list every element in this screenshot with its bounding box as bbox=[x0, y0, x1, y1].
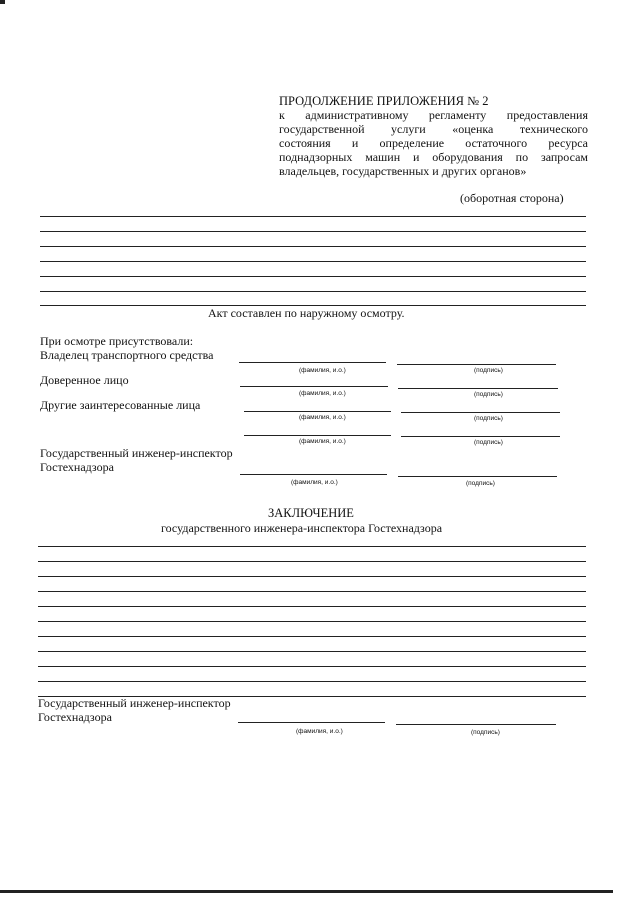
others-name-field bbox=[244, 411, 391, 412]
inspector-name-field bbox=[240, 474, 387, 475]
proxy-label: Доверенное лицо bbox=[40, 373, 129, 387]
ruled-line bbox=[38, 546, 586, 547]
ruled-line bbox=[40, 216, 586, 217]
ruled-line bbox=[38, 606, 586, 607]
appendix-line-2: государственной услуги «оценка технического bbox=[279, 122, 588, 136]
appendix-title: ПРОДОЛЖЕНИЕ ПРИЛОЖЕНИЯ № 2 bbox=[279, 94, 489, 108]
signature-caption: (подпись) bbox=[474, 391, 503, 398]
others-name-field-2 bbox=[244, 435, 391, 436]
scan-bottom-edge bbox=[0, 890, 613, 893]
scan-corner-mark bbox=[0, 0, 5, 4]
act-statement: Акт составлен по наружному осмотру. bbox=[208, 306, 405, 320]
others-signature-field bbox=[401, 412, 560, 413]
signature-caption: (подпись) bbox=[474, 415, 503, 422]
ruled-line bbox=[40, 261, 586, 262]
ruled-line bbox=[40, 291, 586, 292]
inspector-signature-field bbox=[398, 476, 557, 477]
others-label: Другие заинтересованные лица bbox=[40, 398, 201, 412]
ruled-line bbox=[38, 651, 586, 652]
name-caption: (фамилия, и.о.) bbox=[299, 438, 346, 445]
name-caption: (фамилия, и.о.) bbox=[299, 367, 346, 374]
signature-caption: (подпись) bbox=[474, 439, 503, 446]
signature-caption: (подпись) bbox=[474, 367, 503, 374]
proxy-signature-field bbox=[398, 388, 558, 389]
ruled-line bbox=[40, 246, 586, 247]
appendix-line-3: состояния и определение остаточного ресурса bbox=[279, 136, 588, 150]
owner-label: Владелец транспортного средства bbox=[40, 348, 214, 362]
name-caption: (фамилия, и.о.) bbox=[291, 479, 338, 486]
ruled-line bbox=[38, 681, 586, 682]
ruled-line bbox=[38, 666, 586, 667]
appendix-line-4: поднадзорных машин и оборудования по запросам bbox=[279, 150, 588, 164]
final-inspector-line-2: Гостехнадзора bbox=[38, 710, 112, 724]
owner-signature-field bbox=[397, 364, 556, 365]
ruled-line bbox=[38, 636, 586, 637]
conclusion-subtitle: государственного инженера-инспектора Гостехнадзора bbox=[161, 521, 443, 535]
conclusion-title: ЗАКЛЮЧЕНИЕ bbox=[268, 506, 354, 520]
owner-name-field bbox=[239, 362, 386, 363]
ruled-line bbox=[38, 591, 586, 592]
final-inspector-line-1: Государственный инженер-инспектор bbox=[38, 696, 231, 710]
name-caption: (фамилия, и.о.) bbox=[296, 728, 343, 735]
name-caption: (фамилия, и.о.) bbox=[299, 414, 346, 421]
appendix-line-5: владельцев, государственных и других органов» bbox=[279, 164, 527, 178]
reverse-side-note: (оборотная сторона) bbox=[460, 191, 564, 205]
inspector-label-line-2: Гостехнадзора bbox=[40, 460, 114, 474]
ruled-line bbox=[38, 561, 586, 562]
final-name-field bbox=[238, 722, 385, 723]
ruled-line bbox=[40, 276, 586, 277]
ruled-line bbox=[38, 621, 586, 622]
attendance-heading: При осмотре присутствовали: bbox=[40, 334, 194, 348]
final-signature-field bbox=[396, 724, 556, 725]
inspector-label-line-1: Государственный инженер-инспектор bbox=[40, 446, 233, 460]
proxy-name-field bbox=[240, 386, 388, 387]
ruled-line bbox=[38, 576, 586, 577]
appendix-line-1: к административному регламенту предоставления bbox=[279, 108, 588, 122]
signature-caption: (подпись) bbox=[471, 729, 500, 736]
ruled-line bbox=[40, 231, 586, 232]
signature-caption: (подпись) bbox=[466, 480, 495, 487]
others-signature-field-2 bbox=[401, 436, 560, 437]
name-caption: (фамилия, и.о.) bbox=[299, 390, 346, 397]
